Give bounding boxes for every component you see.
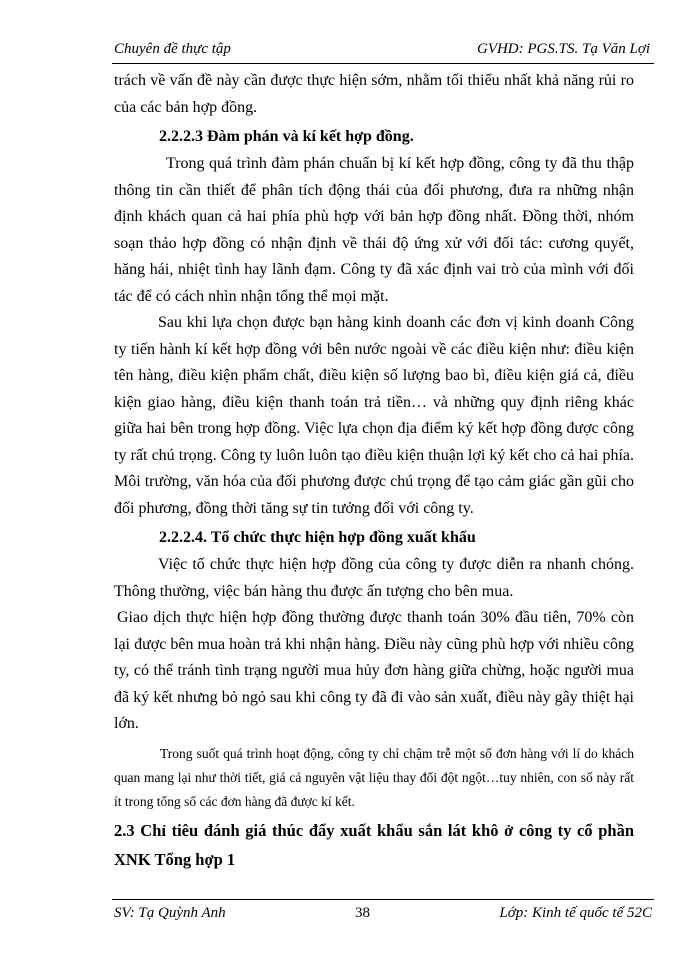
section-heading-2223: 2.2.2.3 Đàm phán và kí kết hợp đồng. [159,128,414,145]
footer-class: Lớp: Kinh tế quốc tế 52C [499,905,652,921]
page-body [114,68,634,874]
header-advisor: GVHD: PGS.TS. Tạ Văn Lợi [476,41,650,57]
paragraph-negotiation-2: Sau khi lựa chọn được bạn hàng kinh doanh các đơn vị kinh doanh Công ty tiến hành kí kết hợp đồng với bên nước ngoài về các điều kiện như: điều kiện tên hàng, điều kiện phẩm chất, điều kiện số lượng bao bì, điều kiện giá cả, điều kiện giao hàng, điều kiện thanh toán trả tiền… và những quy định riêng khác giữa hai bên trong hợp đồng. Việc lựa chọn địa điểm ký kết hợp đồng được công ty rất chú trọng. Công ty luôn luôn tạo điều kiện thuận lợi ký kết cho cả hai phía. Môi trường, văn hóa của đối phương được chú trọng để tạo cảm giác gần gũi cho đối phương, đồng thời tăng sự tin tưởng đối với công ty. [114,314,634,517]
section-heading-23: 2.3 Chỉ tiêu đánh giá thúc đẩy xuất khẩu sắn lát khô ở công ty cổ phần XNK Tổng hợp 1 [114,820,634,869]
paragraph-execution-1: Việc tổ chức thực hiện hợp đồng của công ty được diễn ra nhanh chóng. Thông thường, việc bán hàng thu được ấn tượng cho bên mua. [114,556,634,600]
paragraph-execution-2: Giao dịch thực hiện hợp đồng thường được thanh toán 30% đầu tiên, 70% còn lại được bên mua hoàn trả khi nhận hàng. Điều này cũng phù hợp với nhiều công ty, có thể tránh tình trạng người mua hủy đơn hàng giữa chừng, hoặc người mua đã ký kết nhưng bỏ ngỏ sau khi công ty đã đi vào sản xuất, điều này gây thiệt hại lớn. [114,609,634,732]
section-heading-2224: 2.2.2.4. Tổ chức thực hiện hợp đồng xuất khẩu [159,529,476,546]
page-number: 38 [355,905,370,921]
footer-student: SV: Tạ Quỳnh Anh [114,905,226,921]
page-header [112,37,654,64]
page-footer [112,899,654,928]
paragraph-negotiation-1: Trong quá trình đàm phán chuẩn bị kí kết hợp đồng, công ty đã thu thập thông tin cần thiết để phân tích động thái của đối phương, đưa ra những nhận định khách quan cả hai phía phù hợp với bản hợp đồng nhất. Đồng thời, nhóm soạn thảo hợp đồng có nhận định về thái độ ứng xử với đối tác: cương quyết, hăng hái, nhiệt tình hay lãnh đạm. Công ty đã xác định vai trò của mình với đối tác để có cách nhìn nhận tổng thể mọi mặt. [114,155,634,305]
header-title: Chuyên đề thực tập [114,41,231,57]
paragraph-intro: trách về vấn đề này cần được thực hiện sớm, nhằm tối thiểu nhất khả năng rủi ro của các bản hợp đồng. [114,72,634,116]
paragraph-execution-3: Trong suốt quá trình hoạt động, công ty chỉ chậm trễ một số đơn hàng với lí do khách quan mang lại như thời tiết, giá cả nguyên vật liệu thay đổi đột ngột…tuy nhiên, con số này rất ít trong tổng số các đơn hàng đã được kí kết. [114,745,634,809]
